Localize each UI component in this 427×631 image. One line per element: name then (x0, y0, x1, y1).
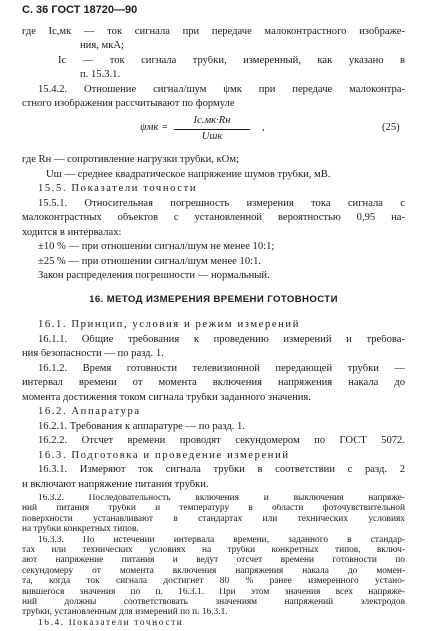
text-line: трубки, установленным для измерений по п. 16.3.1. (22, 608, 228, 618)
text-line: где Iс,мк — ток сигнала при передаче малоконтрастного изображе- (22, 27, 405, 37)
section-heading: 16.1. Принцип, условия и режим измерений (38, 320, 300, 330)
text-line: секундомеру от момента включения напряжения накала до момен- (22, 566, 405, 576)
formula-comma: , (262, 122, 265, 133)
text-line: стного изображения рассчитывают по формуле (22, 99, 235, 109)
text-line: Iс — ток сигнала трубки, измеренный, как указано в (58, 56, 405, 66)
text-line: ний питания трубки и температуру в области фоточувствительной (22, 504, 405, 514)
text-line: вившегося значения по п. 16.3.1. При этом значения всех напряже- (22, 587, 405, 597)
text-line: 16.1.1. Общие требования к проведению измерений и требова- (38, 335, 405, 345)
text-line: ±10 % — при отношении сигнал/шум не менее 10:1; (38, 242, 275, 252)
page-header: С. 36 ГОСТ 18720—90 (22, 5, 138, 16)
formula-numerator: Iс.мк·Rн (193, 115, 231, 126)
text-line: 16.1.2. Время готовности телевизионной передающей трубки — (38, 364, 405, 374)
text-line: где Rн — сопротивление нагрузки трубки, кОм; (22, 155, 239, 165)
formula-denominator: Uшк (201, 131, 223, 142)
formula-number: (25) (382, 122, 400, 133)
text-line: ают напряжение питания и ведут отсчет времени готовности по (22, 556, 405, 566)
formula-fraction (166, 116, 258, 146)
text-line: тах или технических условиях на трубки конкретных типов, включ- (22, 546, 405, 555)
text-line: ния безопасности — по разд. 1. (22, 349, 164, 359)
section-heading: 16.3. Подготовка и проведение измерений (38, 451, 290, 461)
text-line: 16.2.1. Требования к аппаратуре — по разд. 1. (38, 422, 245, 432)
text-line: малоконтрастных объектов с установленной вероятностью 0,95 на- (22, 213, 405, 223)
section-heading: 15.5. Показатели точности (38, 184, 198, 194)
section-heading: 16.2. Аппаратура (38, 407, 141, 417)
text-line: поверхности устанавливают в стандартах или технических условиях (22, 514, 405, 524)
text-line: 16.3.3. По истечении интервала времени, заданного в стандар- (38, 535, 405, 545)
text-line: момента достижения током сигнала трубки заданного значения. (22, 393, 311, 403)
formula-lhs: ψмк = (140, 122, 169, 133)
text-line: ходится в интервалах: (22, 228, 122, 238)
text-line: Uш — среднее квадратическое напряжение шумов трубки, мВ. (46, 170, 331, 180)
text-line: 16.3.1. Измеряют ток сигнала трубки в соответствии с разд. 2 (38, 465, 405, 475)
section-heading: 16.4. Показатели точности (38, 618, 184, 628)
text-line: ния, мкА; (80, 41, 124, 51)
text-line: 16.3.2. Последовательность включения и выключения напряже- (38, 494, 405, 503)
text-line: та, когда ток сигнала достигнет 80 % ранее измеренного устано- (22, 577, 405, 587)
text-line: 15.4.2. Отношение сигнал/шум ψмк при передаче малоконтра- (38, 85, 405, 95)
text-line: ний должны соответствовать значениям напряжений электродов (22, 598, 405, 607)
text-line: ±25 % — при отношении сигнал/шум менее 10:1. (38, 257, 262, 267)
text-line: Закон распределения погрешности — нормальный. (38, 271, 270, 281)
text-line: п. 15.3.1. (80, 70, 121, 80)
text-line: на трубки конкретных типов. (22, 525, 139, 535)
fraction-bar (174, 129, 250, 130)
text-line: 16.2.2. Отсчет времени проводят секундомером по ГОСТ 5072. (38, 436, 405, 446)
text-line: и включают напряжение питания трубки. (22, 480, 209, 490)
section-title: 16. МЕТОД ИЗМЕРЕНИЯ ВРЕМЕНИ ГОТОВНОСТИ (89, 295, 338, 305)
text-line: 15.5.1. Относительная погрешность измерения тока сигнала с (38, 199, 405, 209)
text-line: интервал времени от момента включения напряжения накала до (22, 378, 405, 388)
